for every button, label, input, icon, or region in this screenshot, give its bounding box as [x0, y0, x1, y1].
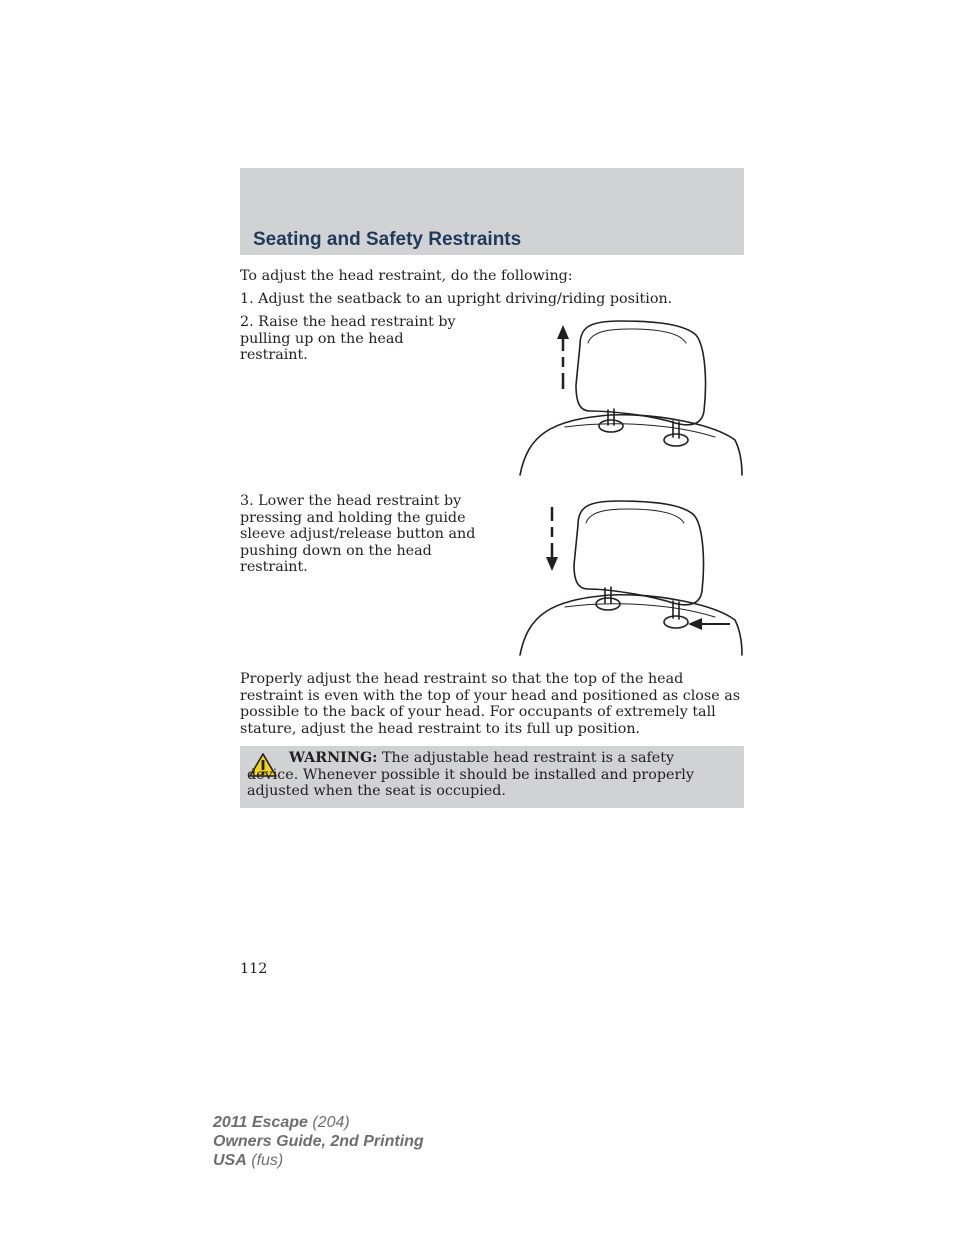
- section-header: [240, 168, 744, 255]
- step-3-text: 3. Lower the head restraint by pressing and holding the guide sleeve adjust/release button and pushing down on the head restraint.: [240, 493, 476, 575]
- warning-box: [240, 746, 744, 808]
- intro-text: To adjust the head restraint, do the following:: [240, 268, 573, 284]
- page-number: 112: [240, 961, 268, 977]
- footer-line-1: 2011 Escape (204): [213, 1114, 350, 1131]
- section-title: Seating and Safety Restraints: [253, 229, 522, 250]
- step-1-text: 1. Adjust the seatback to an upright driving/riding position.: [240, 291, 673, 307]
- warning-label: WARNING:: [289, 750, 378, 766]
- warning-message: The adjustable head restraint is a safety device. Whenever possible it should be installed and properly adjusted when the seat is occupied.: [247, 750, 694, 799]
- footer-line-2: Owners Guide, 2nd Printing: [213, 1133, 424, 1150]
- warning-text: [247, 750, 727, 800]
- footer: [213, 1113, 424, 1170]
- footer-line-3: USA (fus): [213, 1152, 284, 1169]
- step-2-text: 2. Raise the head restraint by pulling up on the head restraint.: [240, 314, 456, 363]
- head-restraint-raise-illustration: [510, 315, 750, 480]
- head-restraint-lower-illustration: [510, 495, 750, 660]
- adjust-paragraph: Properly adjust the head restraint so that the top of the head restraint is even with the top of your head and positioned as close as possible to the back of your head. For occupants of extremely tall stature, adjust the head restraint to its full up position.: [240, 671, 741, 737]
